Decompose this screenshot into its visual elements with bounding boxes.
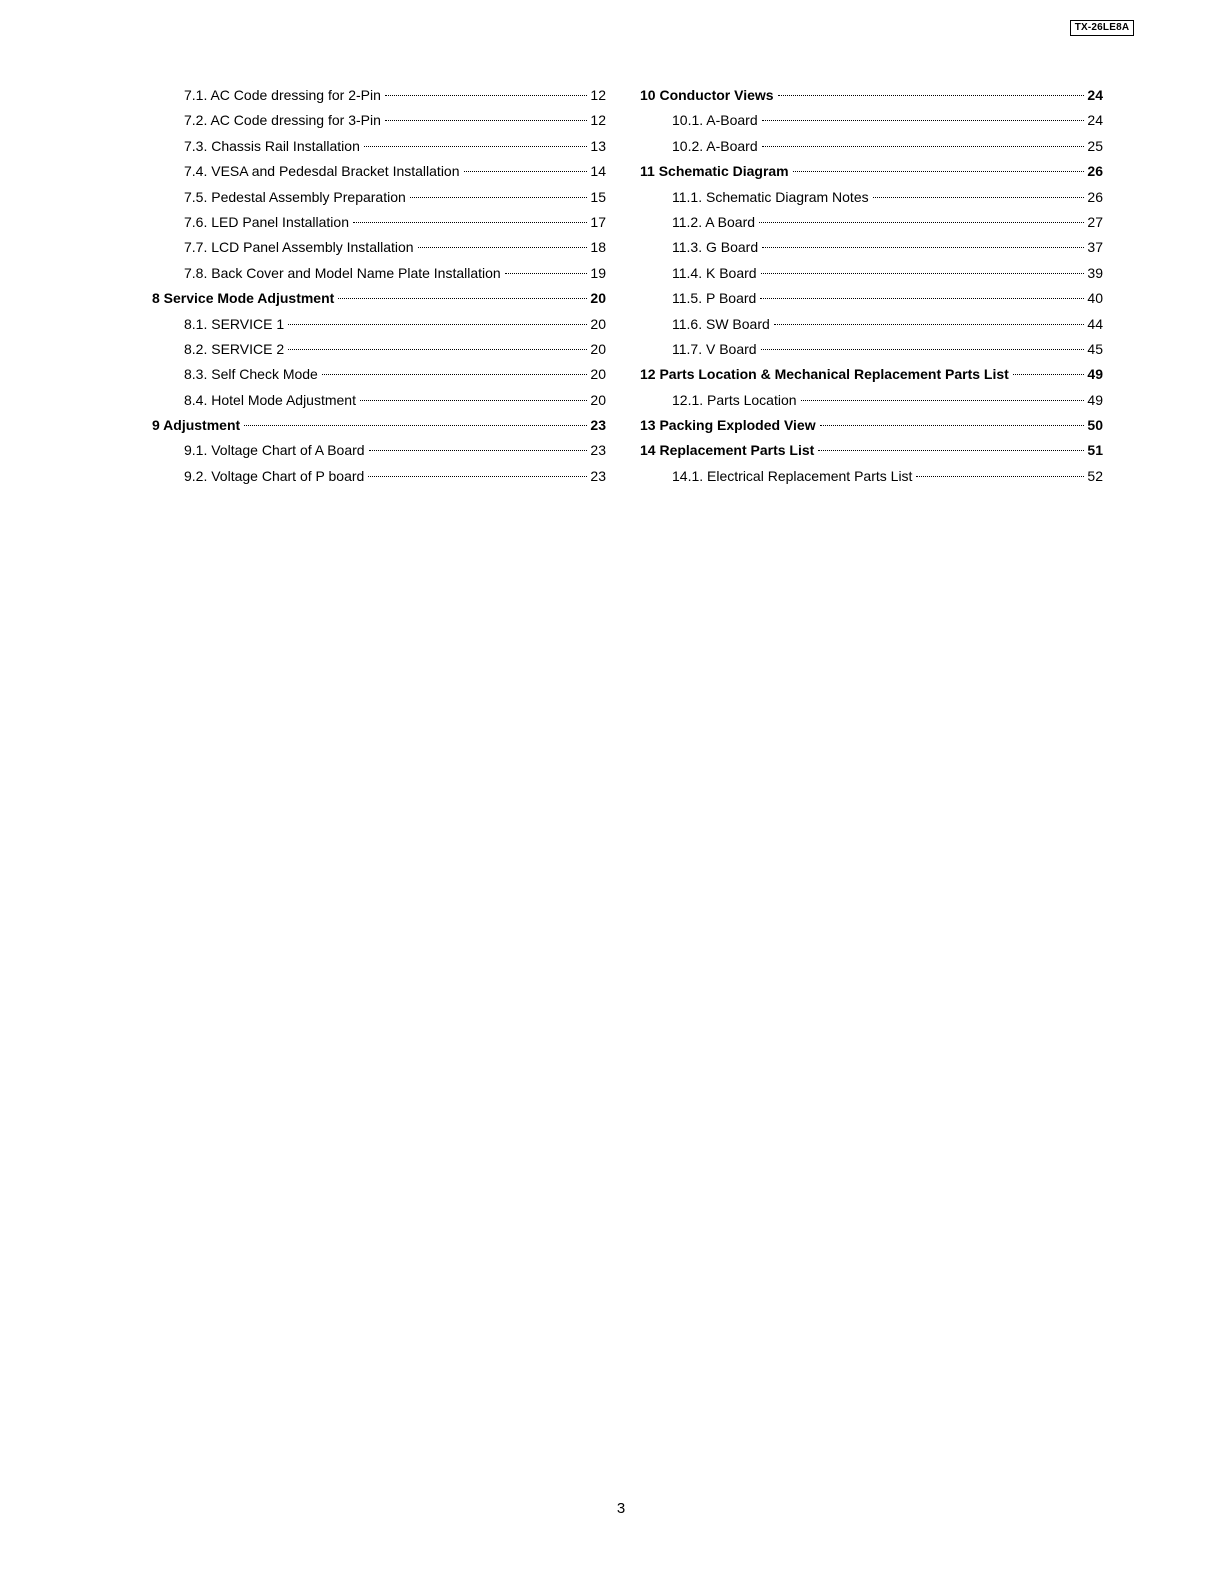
- toc-entry-label: 11.4. K Board: [672, 264, 757, 281]
- toc-subsection-entry[interactable]: [640, 464, 1103, 489]
- toc-dot-leader: [761, 349, 1085, 350]
- toc-subsection-entry[interactable]: [152, 134, 606, 159]
- toc-entry-label: 10.1. A-Board: [672, 112, 758, 129]
- toc-entry-page: 20: [590, 315, 606, 332]
- toc-dot-leader: [322, 374, 588, 375]
- toc-left-column: [152, 83, 606, 489]
- toc-dot-leader: [818, 450, 1084, 451]
- toc-entry-label: 8 Service Mode Adjustment: [152, 290, 335, 307]
- toc-subsection-entry[interactable]: [152, 83, 606, 108]
- toc-entry-label: 11.2. A Board: [672, 213, 756, 230]
- toc-entry-label: 11.3. G Board: [672, 239, 759, 256]
- toc-entry-page: 26: [1087, 163, 1103, 180]
- toc-entry-page: 17: [590, 213, 606, 230]
- toc-entry-label: 10.2. A-Board: [672, 137, 758, 154]
- toc-subsection-entry[interactable]: [640, 388, 1103, 413]
- toc-subsection-entry[interactable]: [640, 312, 1103, 337]
- toc-entry-page: 20: [590, 290, 606, 307]
- toc-section-entry[interactable]: [640, 362, 1103, 387]
- toc-entry-page: 51: [1087, 442, 1103, 459]
- toc-subsection-entry[interactable]: [640, 185, 1103, 210]
- toc-entry-page: 24: [1087, 87, 1103, 103]
- toc-section-entry[interactable]: [640, 83, 1103, 108]
- toc-section-entry[interactable]: [152, 286, 606, 311]
- toc-dot-leader: [873, 197, 1085, 198]
- toc-entry-label: 8.4. Hotel Mode Adjustment: [184, 391, 356, 408]
- toc-entry-page: 39: [1087, 264, 1103, 281]
- toc-dot-leader: [338, 298, 587, 299]
- toc-entry-label: 13 Packing Exploded View: [640, 417, 816, 434]
- toc-dot-leader: [368, 476, 587, 477]
- toc-dot-leader: [761, 273, 1085, 274]
- toc-entry-label: 7.2. AC Code dressing for 3-Pin: [184, 112, 381, 129]
- toc-entry-label: 12.1. Parts Location: [672, 391, 797, 408]
- toc-entry-label: 11.1. Schematic Diagram Notes: [672, 188, 869, 205]
- toc-entry-page: 37: [1087, 239, 1103, 256]
- toc-entry-page: 45: [1087, 340, 1103, 357]
- toc-entry-page: 14: [590, 163, 606, 180]
- toc-dot-leader: [385, 120, 588, 121]
- toc-entry-label: 7.3. Chassis Rail Installation: [184, 137, 360, 154]
- toc-entry-page: 20: [590, 340, 606, 357]
- toc-subsection-entry[interactable]: [640, 337, 1103, 362]
- toc-subsection-entry[interactable]: [640, 210, 1103, 235]
- toc-entry-page: 13: [590, 137, 606, 154]
- toc-subsection-entry[interactable]: [640, 235, 1103, 260]
- toc-entry-label: 7.5. Pedestal Assembly Preparation: [184, 188, 406, 205]
- toc-dot-leader: [464, 171, 588, 172]
- toc-dot-leader: [410, 197, 588, 198]
- toc-subsection-entry[interactable]: [152, 464, 606, 489]
- toc-entry-page: 26: [1087, 188, 1103, 205]
- toc-dot-leader: [505, 273, 588, 274]
- toc-dot-leader: [288, 324, 587, 325]
- toc-entry-label: 7.6. LED Panel Installation: [184, 213, 349, 230]
- toc-dot-leader: [916, 476, 1084, 477]
- toc-dot-leader: [369, 450, 588, 451]
- toc-entry-page: 15: [590, 188, 606, 205]
- toc-dot-leader: [762, 247, 1084, 248]
- toc-entry-page: 12: [590, 112, 606, 129]
- toc-entry-label: 9 Adjustment: [152, 417, 241, 434]
- toc-entry-page: 24: [1087, 112, 1103, 129]
- toc-entry-label: 11.6. SW Board: [672, 315, 770, 332]
- toc-dot-leader: [364, 146, 588, 147]
- toc-entry-page: 23: [590, 417, 606, 434]
- toc-subsection-entry[interactable]: [152, 159, 606, 184]
- toc-entry-label: 7.8. Back Cover and Model Name Plate Installation: [184, 264, 501, 281]
- toc-dot-leader: [244, 425, 587, 426]
- toc-entry-label: 8.3. Self Check Mode: [184, 366, 318, 383]
- toc-subsection-entry[interactable]: [152, 388, 606, 413]
- toc-entry-label: 11.5. P Board: [672, 290, 757, 307]
- toc-entry-page: 19: [590, 264, 606, 281]
- toc-section-entry[interactable]: [152, 413, 606, 438]
- toc-entry-label: 14 Replacement Parts List: [640, 442, 815, 459]
- toc-entry-page: 44: [1087, 315, 1103, 332]
- model-number-badge: TX-26LE8A: [1070, 20, 1134, 36]
- toc-subsection-entry[interactable]: [640, 108, 1103, 133]
- toc-entry-page: 49: [1087, 366, 1103, 383]
- toc-subsection-entry[interactable]: [152, 312, 606, 337]
- toc-entry-label: 9.1. Voltage Chart of A Board: [184, 442, 365, 459]
- toc-section-entry[interactable]: [640, 159, 1103, 184]
- toc-dot-leader: [774, 324, 1085, 325]
- toc-entry-page: 50: [1087, 417, 1103, 434]
- toc-entry-page: 25: [1087, 137, 1103, 154]
- toc-entry-label: 7.1. AC Code dressing for 2-Pin: [184, 87, 381, 103]
- toc-subsection-entry[interactable]: [152, 185, 606, 210]
- toc-entry-label: 8.1. SERVICE 1: [184, 315, 285, 332]
- toc-entry-page: 23: [590, 442, 606, 459]
- toc-subsection-entry[interactable]: [640, 286, 1103, 311]
- toc-dot-leader: [793, 171, 1085, 172]
- toc-entry-label: 9.2. Voltage Chart of P board: [184, 467, 365, 484]
- toc-entry-page: 52: [1087, 467, 1103, 484]
- toc-dot-leader: [1013, 374, 1085, 375]
- toc-section-entry[interactable]: [640, 413, 1103, 438]
- toc-dot-leader: [762, 146, 1085, 147]
- toc-entry-page: 40: [1087, 290, 1103, 307]
- toc-dot-leader: [759, 222, 1084, 223]
- toc-subsection-entry[interactable]: [152, 438, 606, 463]
- toc-entry-page: 23: [590, 467, 606, 484]
- toc-entry-page: 20: [590, 391, 606, 408]
- toc-dot-leader: [801, 400, 1085, 401]
- toc-dot-leader: [778, 95, 1085, 96]
- toc-entry-label: 11.7. V Board: [672, 340, 757, 357]
- toc-subsection-entry[interactable]: [152, 362, 606, 387]
- toc-entry-label: 10 Conductor Views: [640, 87, 774, 103]
- toc-entry-label: 7.4. VESA and Pedesdal Bracket Installation: [184, 163, 460, 180]
- toc-subsection-entry[interactable]: [152, 108, 606, 133]
- toc-entry-page: 20: [590, 366, 606, 383]
- toc-dot-leader: [762, 120, 1085, 121]
- toc-dot-leader: [820, 425, 1085, 426]
- toc-entry-page: 18: [590, 239, 606, 256]
- toc-subsection-entry[interactable]: [640, 261, 1103, 286]
- toc-section-entry[interactable]: [640, 438, 1103, 463]
- toc-entry-label: 11 Schematic Diagram: [640, 163, 789, 180]
- toc-entry-label: 12 Parts Location & Mechanical Replacement Parts List: [640, 366, 1009, 383]
- page-number: 3: [616, 1500, 626, 1517]
- toc-dot-leader: [760, 298, 1084, 299]
- toc-entry-page: 12: [590, 87, 606, 103]
- toc-dot-leader: [360, 400, 587, 401]
- toc-subsection-entry[interactable]: [640, 134, 1103, 159]
- toc-dot-leader: [288, 349, 587, 350]
- toc-subsection-entry[interactable]: [152, 235, 606, 260]
- toc-dot-leader: [418, 247, 588, 248]
- toc-entry-label: 8.2. SERVICE 2: [184, 340, 285, 357]
- toc-entry-page: 49: [1087, 391, 1103, 408]
- toc-entry-page: 27: [1087, 213, 1103, 230]
- toc-entry-label: 7.7. LCD Panel Assembly Installation: [184, 239, 414, 256]
- toc-entry-label: 14.1. Electrical Replacement Parts List: [672, 467, 913, 484]
- toc-right-column: [640, 83, 1103, 489]
- toc-subsection-entry[interactable]: [152, 337, 606, 362]
- toc-dot-leader: [353, 222, 587, 223]
- toc-dot-leader: [385, 95, 588, 96]
- toc-subsection-entry[interactable]: [152, 210, 606, 235]
- toc-subsection-entry[interactable]: [152, 261, 606, 286]
